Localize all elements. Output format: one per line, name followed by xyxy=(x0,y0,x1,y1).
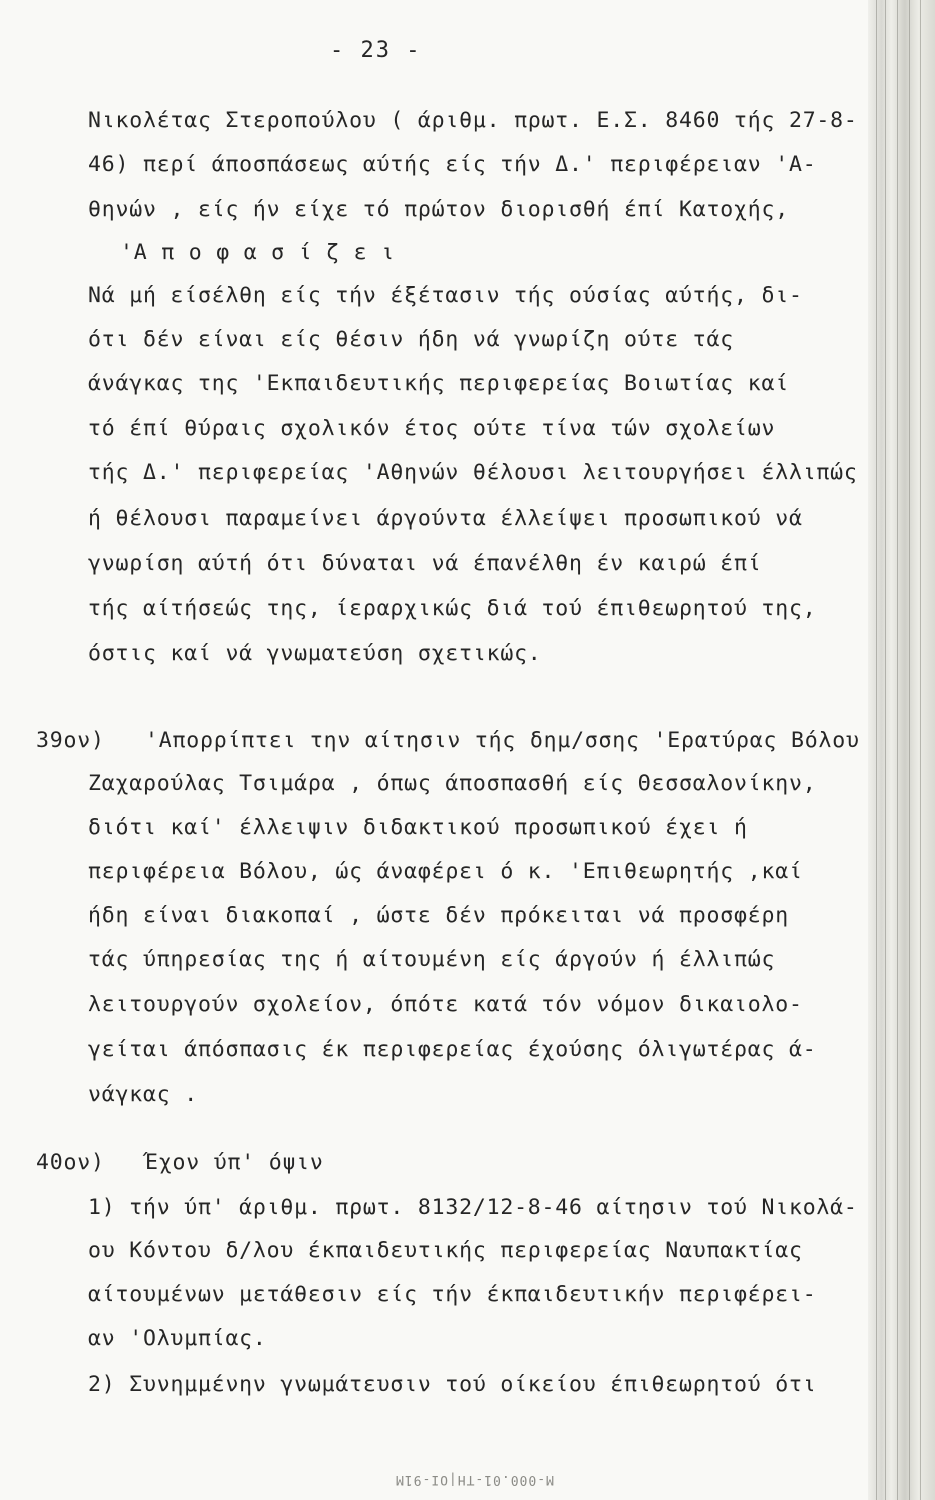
text-line: Νά μή είσέλθη είς τήν έξέτασιν τής ούσίας αύτής, δι- xyxy=(88,283,803,308)
text-line: ήδη είναι διακοπαί , ώστε δέν πρόκειται νά προσφέρη xyxy=(88,903,789,928)
text-line: τής αίτήσεώς της, ίεραρχικώς διά τού έπιθεωρητού της, xyxy=(88,596,817,621)
text-line: 2) Συνημμένην γνωμάτευσιν τού οίκείου έπιθεωρητού ότι xyxy=(88,1372,817,1397)
scanned-page-edge xyxy=(868,0,935,1500)
text-line: Ζαχαρούλας Τσιμάρα , όπως άποσπασθή είς Θεσσαλονίκην, xyxy=(88,771,817,796)
text-line: λειτουργούν σχολείον, όπότε κατά τόν νόμον δικαιολο- xyxy=(88,992,803,1017)
page-number: - 23 - xyxy=(330,38,422,63)
text-line: θηνών , είς ήν είχε τό πρώτον διορισθή έπί Κατοχής, xyxy=(88,197,789,222)
text-line: ή θέλουσι παραμείνει άργούντα έλλείψει προσωπικού νά xyxy=(88,506,803,531)
text-line: αίτουμένων μετάθεσιν είς τήν έκπαιδευτικήν περιφέρει- xyxy=(88,1282,817,1307)
text-line: άνάγκας της 'Εκπαιδευτικής περιφερείας Βοιωτίας καί xyxy=(88,371,789,396)
footer-stamp: Μ-000.01-ΤΗ|ΟΙ-91Μ xyxy=(395,1472,554,1487)
text-line: 46) περί άποσπάσεως αύτής είς τήν Δ.' περιφέρειαν 'Α- xyxy=(88,152,817,177)
item-number: 40ον) xyxy=(36,1150,105,1175)
item-number: 39ον) xyxy=(36,728,105,753)
text-line: τής Δ.' περιφερείας 'Αθηνών θέλουσι λειτουργήσει έλλιπώς xyxy=(88,460,858,485)
text-line: τό έπί θύραις σχολικόν έτος ούτε τίνα τών σχολείων xyxy=(88,416,776,441)
text-line: ότι δέν είναι είς θέσιν ήδη νά γνωρίζη ούτε τάς xyxy=(88,327,734,352)
text-line: Νικολέτας Στεροπούλου ( άριθμ. πρωτ. Ε.Σ. 8460 τής 27-8- xyxy=(88,108,858,133)
text-line: γείται άπόσπασις έκ περιφερείας έχούσης όλιγωτέρας ά- xyxy=(88,1037,817,1062)
text-line: 1) τήν ύπ' άριθμ. πρωτ. 8132/12-8-46 αίτησιν τού Νικολά- xyxy=(88,1195,858,1220)
text-line: Έχον ύπ' όψιν xyxy=(145,1150,324,1175)
text-line: αν 'Ολυμπίας. xyxy=(88,1326,267,1351)
text-line: διότι καί' έλλειψιν διδακτικού προσωπικού έχει ή xyxy=(88,815,748,840)
text-line: 'Α π ο φ α σ ί ζ ε ι xyxy=(120,240,395,265)
text-line: 'Απορρίπτει την αίτησιν τής δημ/σσης 'Ερατύρας Βόλου xyxy=(145,728,860,753)
text-line: γνωρίση αύτή ότι δύναται νά έπανέλθη έν καιρώ έπί xyxy=(88,551,762,576)
text-line: ου Κόντου δ/λου έκπαιδευτικής περιφερείας Ναυπακτίας xyxy=(88,1238,803,1263)
text-line: νάγκας . xyxy=(88,1082,198,1107)
text-line: τάς ύπηρεσίας της ή αίτουμένη είς άργούν ή έλλιπώς xyxy=(88,947,776,972)
text-line: όστις καί νά γνωματεύση σχετικώς. xyxy=(88,641,542,666)
text-line: περιφέρεια Βόλου, ώς άναφέρει ό κ. 'Επιθεωρητής ,καί xyxy=(88,859,803,884)
